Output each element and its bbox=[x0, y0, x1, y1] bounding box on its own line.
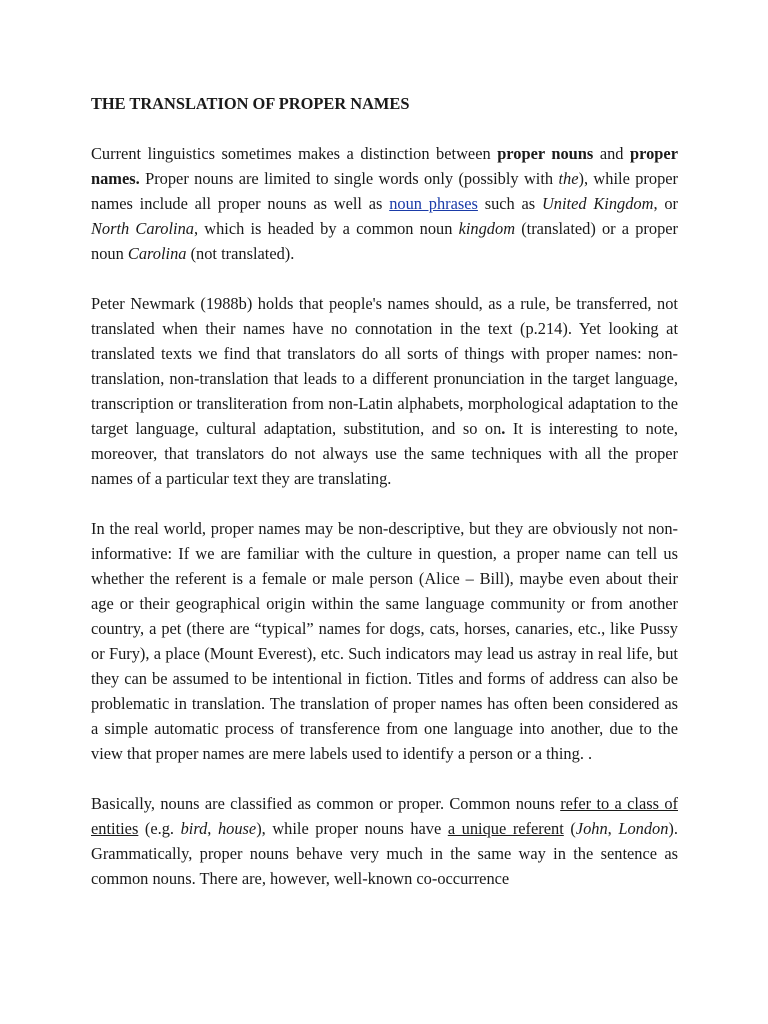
italic-term: bird bbox=[180, 819, 208, 838]
text-run: (not translated). bbox=[186, 244, 295, 263]
text-run: such as bbox=[477, 194, 542, 213]
document-title: THE TRANSLATION OF PROPER NAMES bbox=[91, 94, 410, 113]
bold-term-proper-nouns: proper nouns bbox=[497, 144, 594, 163]
bold-period: . bbox=[501, 419, 506, 438]
text-run: , or bbox=[653, 194, 678, 213]
paragraph-2 bbox=[91, 291, 678, 491]
text-run: It is interesting to note, moreover, that translators do not always use the same techniques with all the proper names of a particular text they are translating. bbox=[91, 419, 679, 488]
text-run: Peter Newmark (1988b) holds that people's names should, as a rule, be transferred, not translated when their names have no connotation in the text (p.214). Yet looking at translated texts we find that translators do all sorts of things with proper names: non-translation, non-translation that leads to a different pronunciation in the target language, transcription or transliteration from non-Latin alphabets, morphological adaptation to the target language, cultural adaptation, substitution, and so on bbox=[91, 294, 678, 438]
underlined-phrase: refer to a class of entities bbox=[91, 794, 678, 838]
bold-term-proper-names: proper names. bbox=[91, 144, 678, 188]
noun-phrases-link[interactable]: noun phrases bbox=[389, 194, 478, 213]
text-run: (translated) or a proper noun bbox=[91, 219, 678, 263]
italic-term: Carolina bbox=[127, 244, 187, 263]
text-run: ). Grammatically, proper nouns behave very much in the same way in the sentence as common nouns. There are, however, well-known co-occurrence bbox=[91, 819, 678, 888]
text-run: (e.g. bbox=[138, 819, 181, 838]
paragraph-1 bbox=[91, 141, 678, 266]
text-run: Proper nouns are limited to single words only (possibly with bbox=[139, 169, 559, 188]
italic-term: house bbox=[217, 819, 257, 838]
text-run: , bbox=[207, 819, 218, 838]
italic-term: the bbox=[558, 169, 579, 188]
underlined-phrase: a unique referent bbox=[447, 819, 564, 838]
italic-term: London bbox=[618, 819, 669, 838]
text-run: Current linguistics sometimes makes a distinction between bbox=[91, 144, 498, 163]
text-run: ( bbox=[563, 819, 576, 838]
italic-term: United Kingdom bbox=[541, 194, 654, 213]
paragraph-4 bbox=[91, 791, 678, 891]
document-body bbox=[91, 91, 678, 891]
text-run: and bbox=[593, 144, 631, 163]
text-run: ), while proper nouns have bbox=[256, 819, 448, 838]
text-run: , which is headed by a common noun bbox=[194, 219, 459, 238]
text-run: Basically, nouns are classified as common or proper. Common nouns bbox=[91, 794, 561, 813]
paragraph-3: In the real world, proper names may be non-descriptive, but they are obviously not non-informative: If we are familiar with the culture in question, a proper name can tell us whether the referent is a female or male person (Alice – Bill), maybe even about their age or their geographical origin within the same language community or from another country, a pet (there are “typical” names for dogs, cats, horses, canaries, etc., like Pussy or Fury), a place (Mount Everest), etc. Such indicators may lead us astray in real life, but they can be assumed to be intentional in fiction. Titles and forms of address can also be problematic in translation. The translation of proper names has often been considered as a simple automatic process of transference from one language into another, due to the view that proper names are mere labels used to identify a person or a thing. . bbox=[91, 519, 678, 763]
italic-term: kingdom bbox=[458, 219, 516, 238]
text-run: ), while proper names include all proper nouns as well as bbox=[91, 169, 678, 213]
italic-term: John bbox=[575, 819, 608, 838]
text-run: , bbox=[607, 819, 619, 838]
italic-term: North Carolina bbox=[91, 219, 195, 238]
